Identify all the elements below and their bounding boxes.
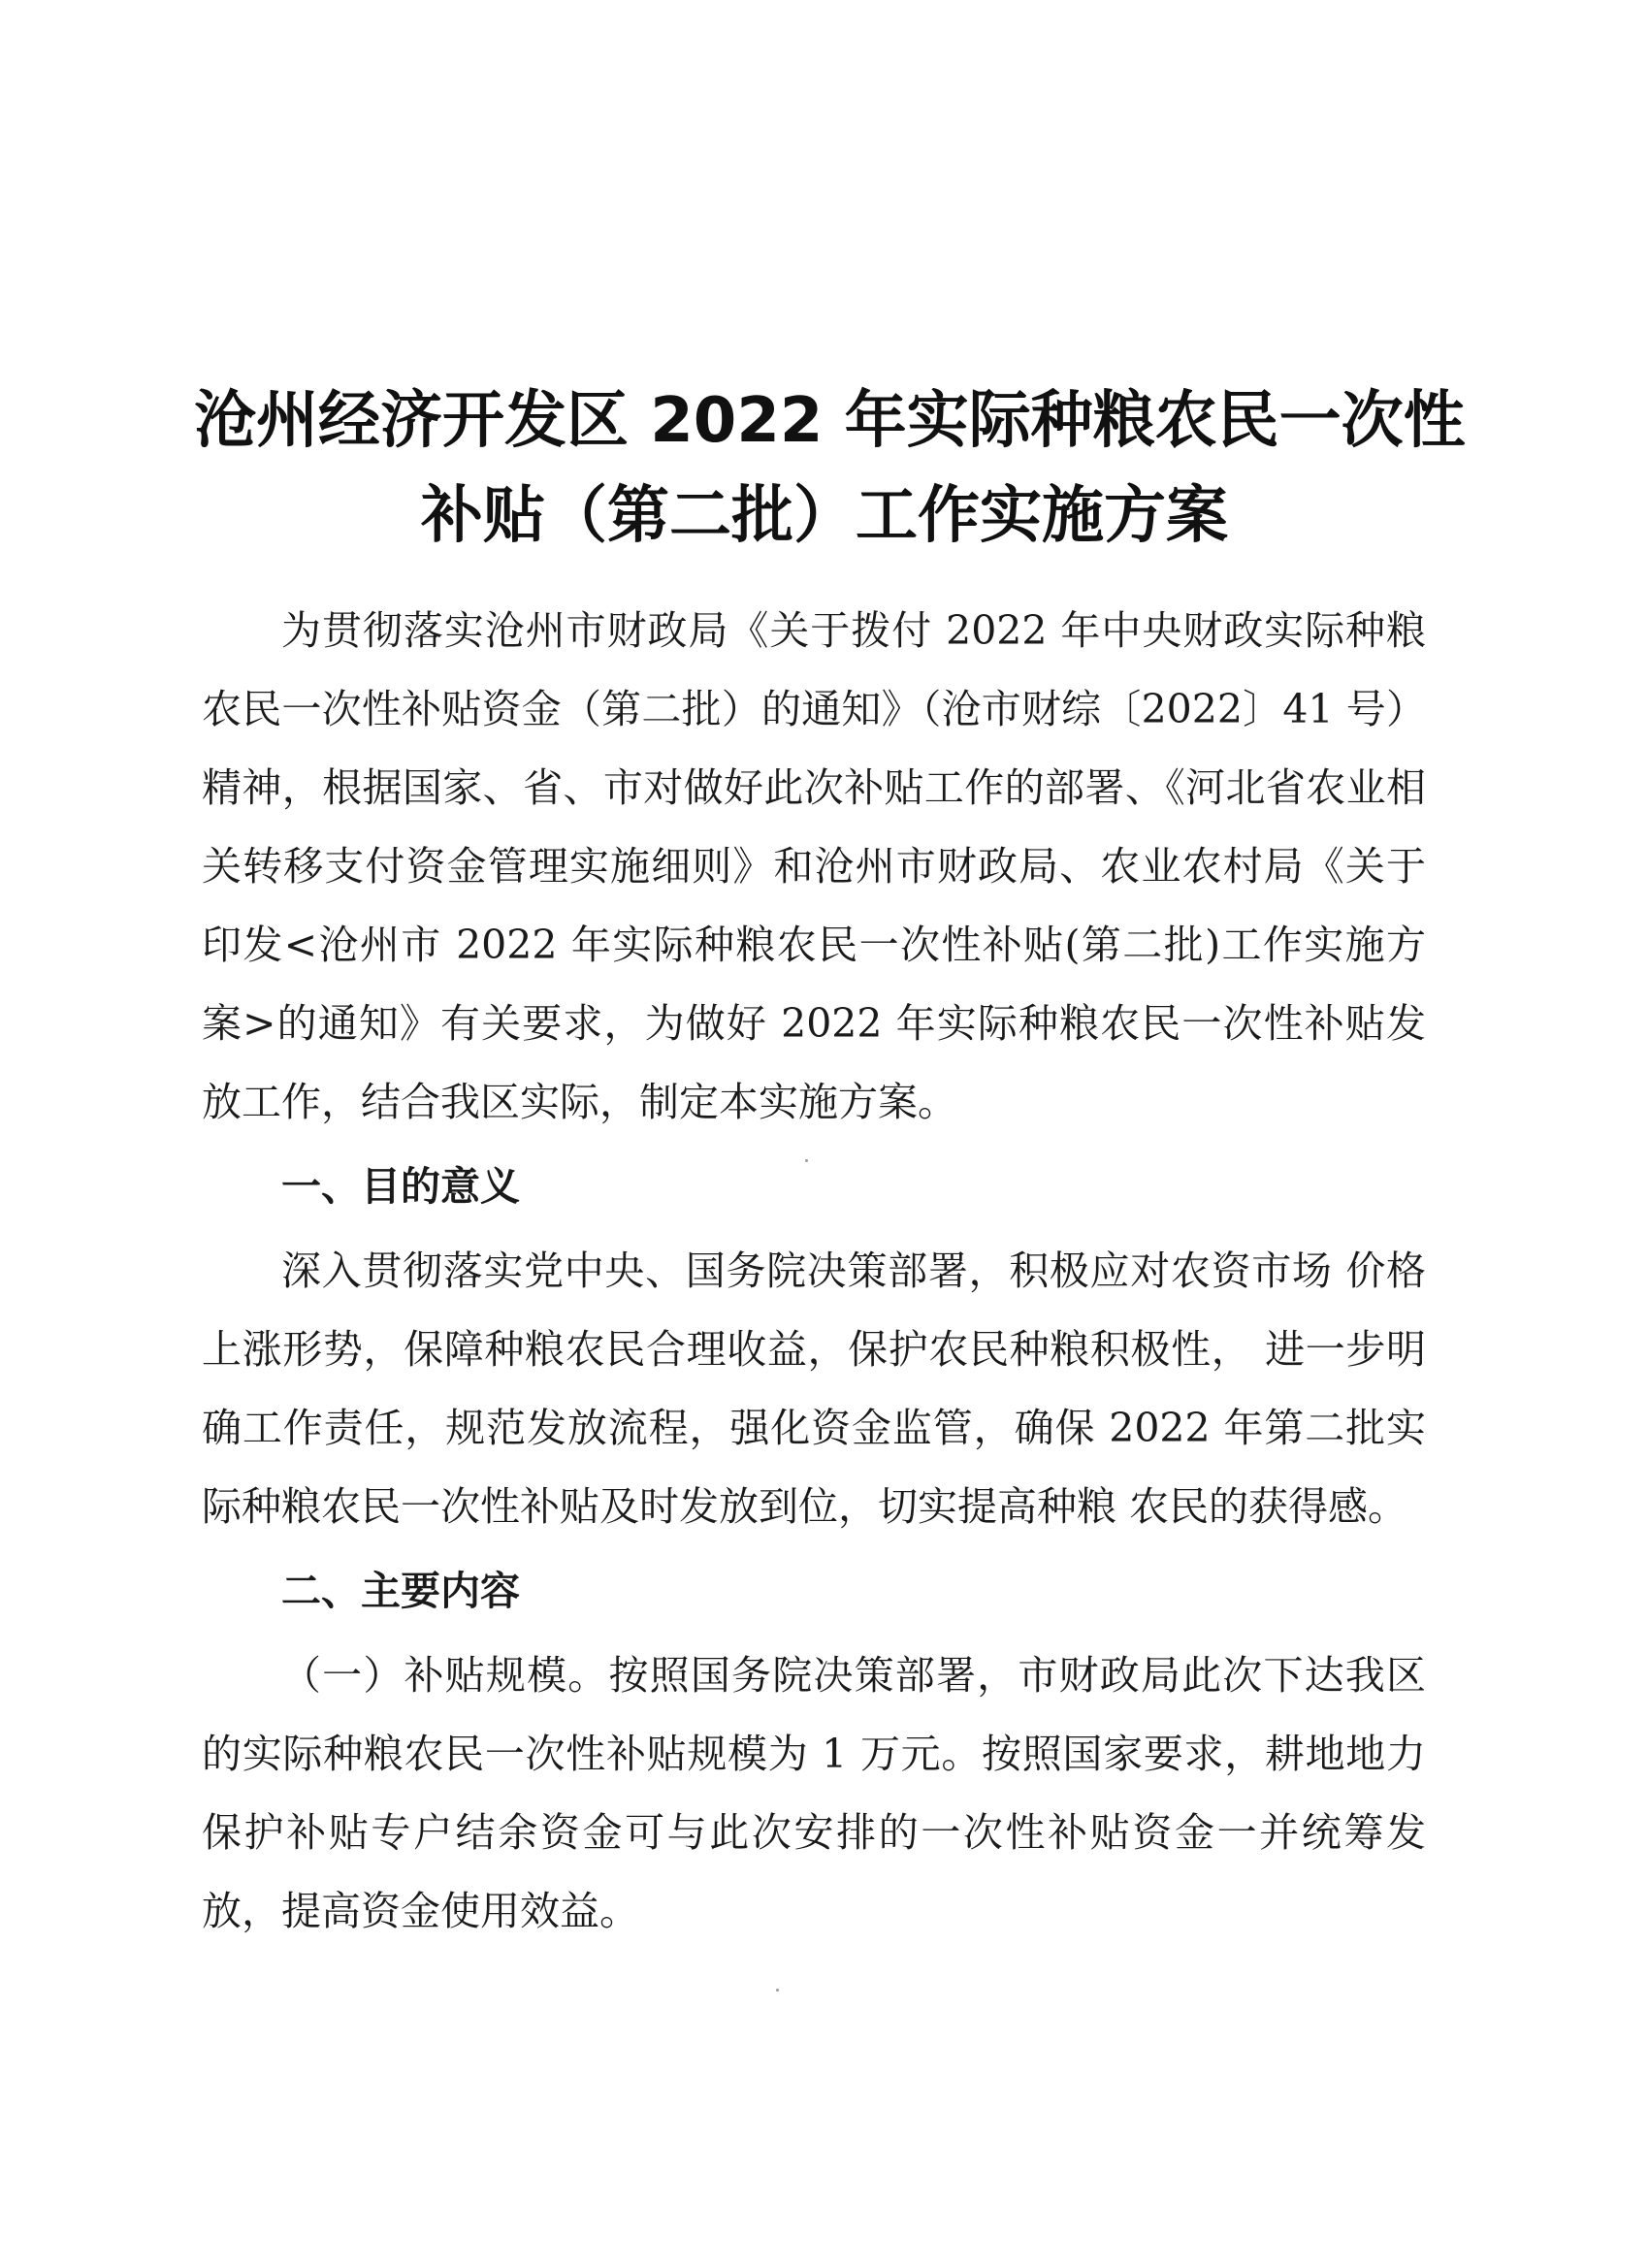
document-body [202, 592, 1426, 1951]
section-1-paragraph: 深入贯彻落实党中央、国务院决策部署，积极应对农资市场 价格上涨形势，保障种粮农民合理收益，保护农民种粮积极性， 进一步明确工作责任，规范发放流程，强化资金监管，确保 2022 年第二批实际种粮农民一次性补贴及时发放到位，切实提高种粮 农民的获得感。 [202, 1247, 1426, 1530]
document-title-line-2: 补贴（第二批）工作实施方案 [421, 480, 1228, 552]
document-title-line-1: 沧州经济开发区 2022 年实际种粮农民一次性 [194, 385, 1466, 457]
intro-paragraph: 为贯彻落实沧州市财政局《关于拨付 2022 年中央财政实际种粮农民一次性补贴资金（第二批）的通知》（沧市财综〔2022〕41 号）精神，根据国家、省、市对做好此次补贴工作的部署、《河北省农业相关转移支付资金管理实施细则》和沧州市财政局、农业农村局《关于印发<沧州市 2022 年实际种粮农民一次性补贴(第二批)工作实施方案>的通知》有关要求，为做好 2022 年实际种粮农民一次性补贴发放工作，结合我区实际，制定本实施方案。 [202, 607, 1426, 1125]
section-2-subsection-1-paragraph: （一）补贴规模。按照国务院决策部署，市财政局此次下达我区的实际种粮农民一次性补贴规模为 1 万元。按照国家要求，耕地地力保护补贴专户结余资金可与此次安排的一次性补贴资金一并统筹发放，提高资金使用效益。 [202, 1652, 1426, 1934]
section-1-heading: 一、目的意义 [281, 1163, 520, 1210]
document-title [194, 373, 1466, 564]
scan-speck [776, 1989, 779, 1992]
scan-speck [805, 1159, 808, 1162]
section-2-heading: 二、主要内容 [281, 1568, 520, 1614]
